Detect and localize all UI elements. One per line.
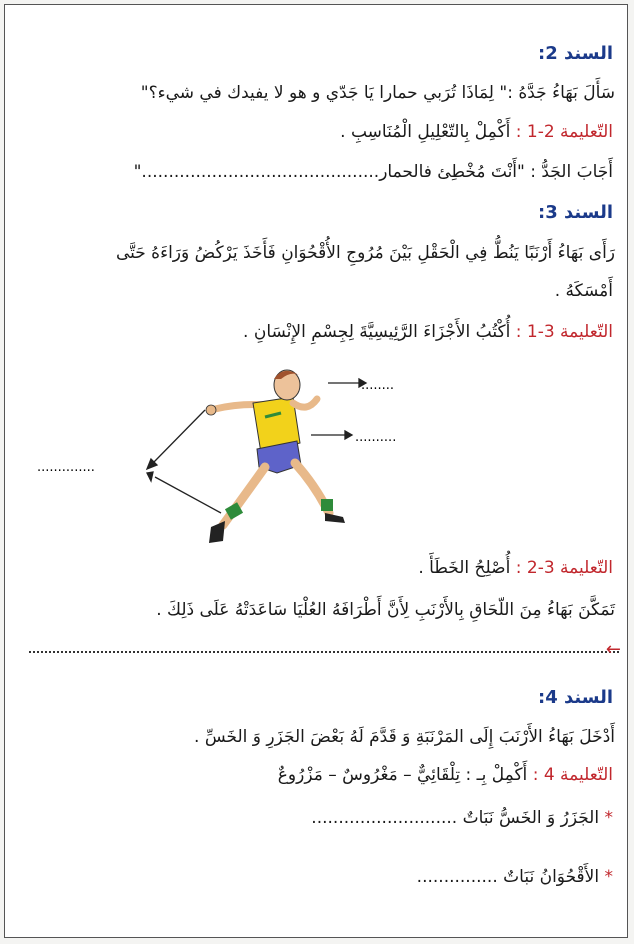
human-body-diagram [25,365,455,555]
bullet-2: * [604,867,613,887]
section4-instruction-text: أَكْمِلْ بِـ : تِلْقَائِيٌّ – مَغْرُوسٌ – مَزْرُوعٌ [277,765,528,785]
answer-blank-head[interactable]: ........ [361,378,395,393]
bullet-1: * [604,808,613,828]
lower-limb-arrow [155,477,221,513]
section3-instruction1-text: أُكْتُبُ الأَجْزَاءَ الرَّئِيسِيَّةَ لِجِسْمِ الإِنْسَانِ . [243,322,511,342]
section2-instruction [340,122,613,142]
section4-item1[interactable] [311,808,613,828]
section4-item2[interactable] [417,867,613,887]
lower-limb-arrow-tip [147,472,153,481]
trunk-arrow-tip [345,431,352,439]
section3-instruction2 [418,558,613,578]
section2-instruction-label: التّعليمة 2-1 : [515,122,613,142]
section2-answer-line[interactable]: أَجَابَ الجَدُّ : "أَنْتَ مُخْطِئ فالحمار............................................" [133,162,613,182]
section3-instruction2-label: التّعليمة 3-2 : [515,558,613,578]
section4-title: السند 4: [538,687,613,708]
section3-instruction1 [243,322,613,342]
upper-limb-arrow [153,410,205,463]
section3-text-line1: رَأَى بَهَاءُ أَرْنَبًا يَنُطُّ فِي الْحَقْلِ بَيْنَ مُرُوجِ الأُقْحُوَانِ فَأَخَذَ يَرْكُضُ وَرَاءَهُ حَتَّى [115,243,615,263]
section2-question: سَأَلَ بَهَاءُ جَدَّهُ :" لِمَاذَا تُرَبي حمارا يَا جَدّي و هو لا يفيدك في شيء؟" [140,83,615,103]
section4-item2-text: الأَقْحُوَانُ نَبَاتٌ ............... [416,867,600,887]
section4-instruction-label: التّعليمة 4 : [532,765,613,785]
worksheet-page [4,4,628,938]
correction-answer-line[interactable] [29,651,619,653]
section4-instruction [278,765,613,785]
section2-instruction-text: أَكْمِلْ بِالتّعْلِيلِ الْمُنَاسِبِ . [340,122,511,142]
section4-item1-text: الجَزَرُ وَ الخَسُّ نَبَاتٌ ........................... [311,808,600,828]
section3-wrong-sentence: تَمَكَّنَ بَهَاءُ مِنَ اللّحَاقِ بِالأَرْنَبِ لِأَنَّ أَطْرَافَهُ العُلْيَا سَاعَدَتْهُ عَلَى ذَلِكَ . [156,600,615,620]
arrow-mark: ← [605,639,621,660]
section4-text: أَدْخَلَ بَهَاءُ الأَرْنَبَ إِلَى المَرْنَبَةِ وَ قَدَّمَ لَهُ بَعْضَ الجَزَرِ وَ الخَسِّ . [194,727,615,747]
answer-blank-trunk[interactable]: .......... [355,430,397,445]
answer-blank-limbs[interactable]: .............. [37,460,95,475]
section3-instruction2-text: أُصْلِحُ الخَطَأَ . [418,558,511,578]
section3-title: السند 3: [538,202,613,223]
running-boy-figure [206,370,345,543]
section2-title: السند 2: [538,43,613,64]
section3-instruction1-label: التّعليمة 3-1 : [515,322,613,342]
section3-text-line2: أَمْسَكَهُ . [554,281,613,301]
